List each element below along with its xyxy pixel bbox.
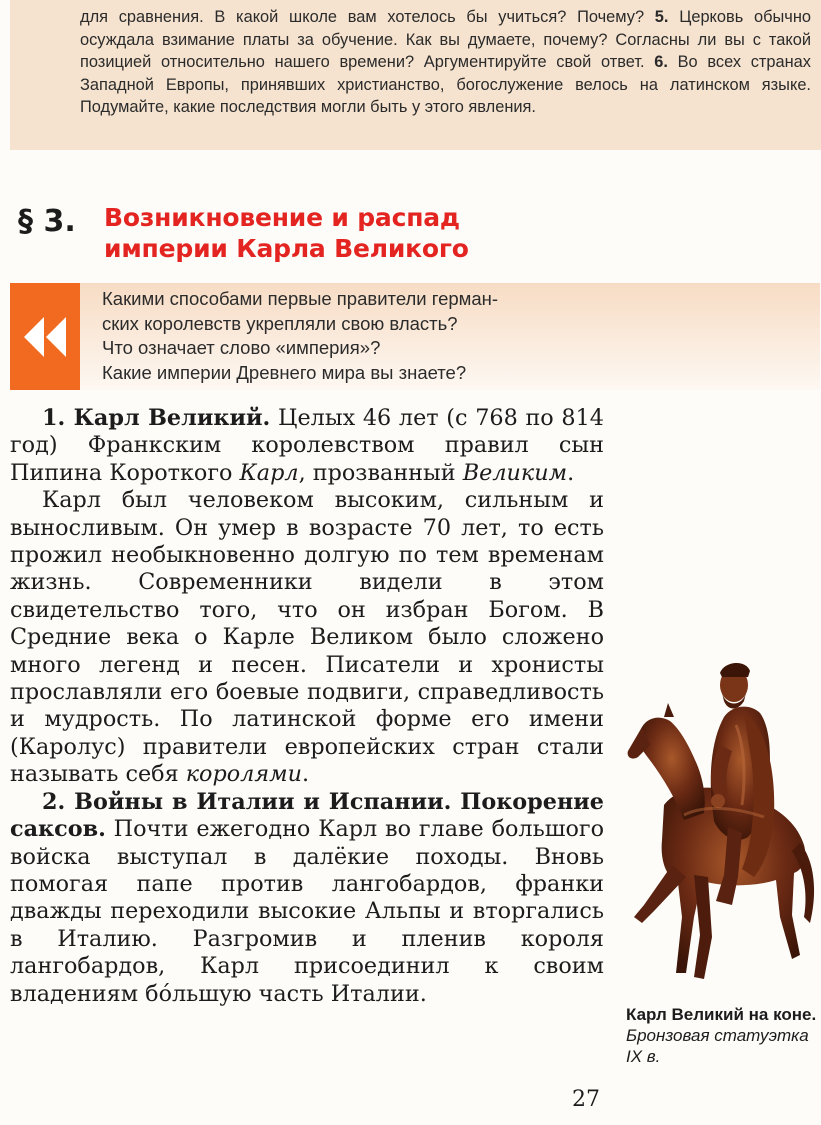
body-paragraph xyxy=(10,487,604,788)
review-question-line: Какие империи Древнего мира вы знаете? xyxy=(102,361,467,383)
body-text: Целых 46 лет (с 768 по 814 год) Франкским королевством правил сын Пипина Короткого xyxy=(10,405,604,486)
question-text-5: Церковь обычно осуждала взимание платы за обучение. Как вы думаете, почему? Согласны ли вы с такой позицией относительно нашего времени? Аргументируйте свой ответ. xyxy=(80,8,811,72)
body-text: , прозванный xyxy=(298,459,463,486)
body-text: . xyxy=(567,459,575,486)
paragraph-number: § 3. xyxy=(18,204,76,239)
review-question-line: Что означает слово «империя»? xyxy=(102,337,381,359)
review-questions xyxy=(102,287,498,385)
question-number-6: 6. xyxy=(654,53,668,72)
section-2-paragraph xyxy=(10,789,604,1008)
caption-description: Бронзовая статуэтка IX в. xyxy=(626,1026,809,1066)
paragraph-title xyxy=(104,202,469,264)
paragraph-title-line-1: Возникновение и распад xyxy=(104,203,460,232)
rewind-icon xyxy=(10,283,80,390)
review-question-line: ских королевств укрепляли свою власть? xyxy=(102,312,458,334)
section-1-paragraph xyxy=(10,405,604,487)
question-text-4: для сравнения. В какой школе вам хотелось бы учиться? Почему? xyxy=(80,8,655,26)
charlemagne-statue-image xyxy=(624,655,820,990)
body-text: Карл был человеком высоким, сильным и выносливым. Он умер в возрасте 70 лет, то есть прожил необыкновенно долгую по тем временам жизнь. Современники видели в этом свидетельство того, что он избран Богом. В Средние века о Карле Великом было сложено много легенд и песен. Писатели и хронисты прославляли его боевые подвиги, справедливость и мудрость. По латинской форме его имени (Каролус) правители европейских стран стали называть себя xyxy=(10,487,604,788)
body-italic: королями xyxy=(185,761,302,788)
question-text-6: Во всех странах Западной Европы, принявших христианство, богослужение велось на латинском языке. Подумайте, какие последствия могли быть у этого явления. xyxy=(80,53,811,117)
page-number: 27 xyxy=(572,1087,600,1112)
question-number-5: 5. xyxy=(654,8,669,26)
body-italic: Карл xyxy=(239,459,299,486)
review-questions-box xyxy=(10,283,820,390)
section-1-heading: 1. Карл Великий. xyxy=(42,405,271,431)
body-text: Почти ежегодно Карл во главе большого войска выступал в далёкие походы. Вновь помогая папе против лангобардов, франки дважды переходили высокие Альпы и вторгались в Италию. Разгромив и пленив короля лангобардов, Карл присоединил к своим владениям бóльшую часть Италии. xyxy=(10,816,604,1007)
figure-caption xyxy=(626,1004,821,1067)
questions-box xyxy=(10,0,821,150)
paragraph-title-line-2: империи Карла Великого xyxy=(104,234,469,263)
caption-title: Карл Великий на коне. xyxy=(626,1005,817,1024)
body-text: . xyxy=(301,761,310,788)
review-question-line: Какими способами первые правители герман- xyxy=(102,288,499,309)
section-2-heading: 2. Войны в Италии и Испании. Покорение саксов. xyxy=(10,788,604,843)
body-italic: Великим xyxy=(462,459,568,486)
questions-text xyxy=(80,6,811,119)
main-text xyxy=(10,405,604,1008)
